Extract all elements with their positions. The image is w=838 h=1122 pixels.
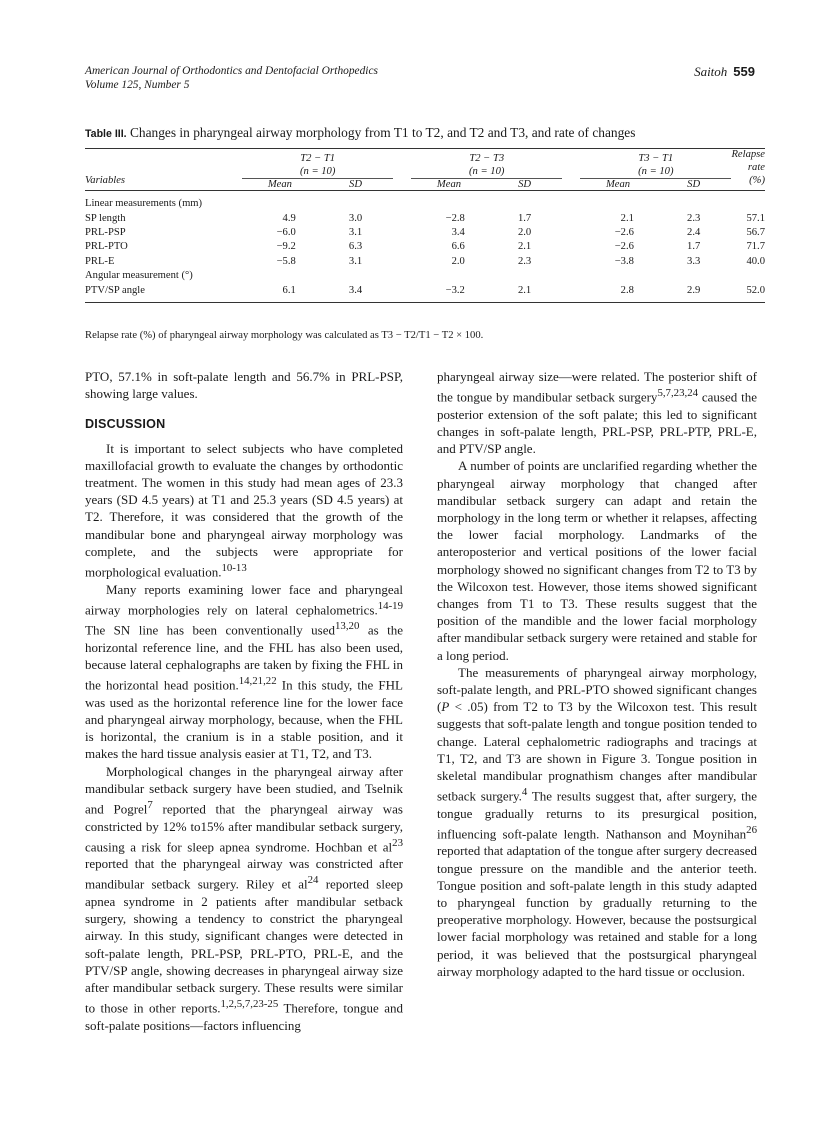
group-3-label: T3 − T1	[638, 153, 674, 164]
text: caused the posterior extension of the soft palate; this led to significant changes in soft-palate length, PRL-PSP, PRL-PTP, PRL-E, and PTV/SP angle.	[437, 389, 757, 457]
mean-header: Mean	[242, 179, 318, 191]
sd-header: SD	[487, 179, 563, 191]
group-1-label: T2 − T1	[300, 153, 336, 164]
group-header-3	[580, 149, 731, 179]
table-cell: −3.2	[445, 284, 465, 296]
table-cell: 3.0	[348, 212, 363, 224]
table-cell: 40.0	[746, 255, 765, 267]
citation: 10-13	[221, 562, 247, 575]
table-cell: 2.0	[451, 255, 465, 267]
table-cell: −2.8	[445, 212, 465, 224]
section-heading: DISCUSSION	[85, 417, 166, 432]
table-cell: 2.3	[687, 212, 701, 224]
text: Many reports examining lower face and pharyngeal airway morphologies rely on lateral cephalometrics.	[85, 581, 403, 618]
table-cell: −9.2	[276, 241, 296, 253]
variables-header: Variables	[85, 174, 126, 186]
text: Therefore, tongue and soft-palate positions—factors influencing	[85, 1000, 404, 1033]
table-cell: −6.0	[276, 227, 296, 238]
table-caption	[85, 125, 765, 141]
table-cell: −5.8	[276, 255, 296, 267]
text: The SN line has been conventionally used	[85, 622, 335, 638]
citation: 14,21,22	[238, 675, 277, 688]
table-cell: 1.7	[687, 241, 701, 253]
table-cell: 2.4	[687, 227, 701, 238]
table-cell: 3.4	[348, 284, 363, 296]
citation: 4	[521, 786, 528, 799]
table-cell: 6.6	[451, 241, 465, 253]
table-row	[85, 240, 765, 254]
text: reported sleep apnea syndrome in 2 patients after mandibular setback surgery, showing a tendency to constrict the pharyngeal airway. In this study, significant changes were detected in soft-palate length, PRL-PSP, PRL-PTO, PRL-E, and the PTV/SP angle, showing decreases in pharyngeal airway size after mandibular setback surgery. These results were similar to those in other reports.	[85, 876, 403, 1016]
citation: 24	[307, 874, 319, 887]
text: reported that the pharyngeal airway was constricted after mandibular setback surgery. Riley et al	[85, 856, 403, 892]
page-number: 559	[733, 64, 755, 79]
sd-header: SD	[318, 179, 394, 191]
group-header-1	[242, 149, 393, 179]
right-column	[437, 368, 757, 980]
group-2-n: (n = 10)	[469, 165, 505, 177]
group-3-n: (n = 10)	[638, 165, 674, 177]
running-author: Saitoh	[694, 64, 728, 79]
table-row	[85, 212, 765, 226]
table-cell: −3.8	[614, 255, 634, 267]
table-cell: 2.1	[620, 212, 634, 224]
table-cell: 2.9	[687, 284, 701, 296]
author-page	[694, 64, 755, 80]
mean-header: Mean	[580, 179, 656, 191]
table-cell: 6.3	[348, 241, 363, 253]
table-cell: 2.0	[517, 227, 532, 238]
journal-volume: Volume 125, Number 5	[85, 79, 190, 91]
paragraph	[85, 581, 403, 763]
citation: 13,20	[335, 620, 360, 633]
text: Morphological changes in the pharyngeal airway after mandibular setback surgery have been studied, and Tselnik and Pogrel	[85, 763, 403, 817]
table-cell: 6.1	[282, 284, 296, 296]
table-cell: 2.8	[620, 284, 634, 296]
variable-name: PRL-E	[85, 255, 115, 267]
running-head	[85, 64, 755, 92]
table-cell: −2.6	[614, 241, 634, 253]
relapse-header-1: Relapse	[731, 149, 765, 161]
table-cell: 56.7	[746, 227, 765, 238]
paragraph	[437, 664, 757, 980]
table-cell: 3.1	[348, 255, 363, 267]
text: pharyngeal airway size—were related. The posterior shift of the tongue by mandibular setback surgery	[437, 369, 757, 405]
text: The measurements of pharyngeal airway morphology, soft-palate length, and PRL-PTO showed significant changes (	[437, 664, 757, 715]
variable-name: PRL-PSP	[85, 227, 126, 238]
citation: 7	[147, 798, 153, 811]
citation: 14-19	[377, 599, 403, 612]
table-cell: 2.1	[517, 284, 532, 296]
data-table	[85, 149, 765, 303]
text: It is important to select subjects who have completed maxillofacial growth to evaluate the changes by orthodontic treatment. The women in this study had mean ages of 23.3 years (SD 4.5 years) at T1 and 25.3 years (SD 4.5 years) at T2. Therefore, it was considered that the growth of the mandibular bone and pharyngeal airway morphology was complete, and the subjects were appropriate for morphological evaluation.	[85, 440, 403, 580]
text: reported that adaptation of the tongue after surgery decreased tongue pressure on the mandible and the anterior teeth. Tongue position and soft-palate length in this study adapted to pharyngeal function by gradually returning to the preoperative morphology. However, because the postsurgical lower facial morphology was retained and stable for a long period, it was believed that the postsurgical pharyngeal airway morphology adapted to the hard tissue or occlusion.	[437, 843, 757, 979]
paragraph	[85, 440, 403, 581]
text: In this study, the FHL was used as the horizontal reference line for the lower face and pharyngeal airway morphology, because, when the FHL is horizontal, the cranium is in a stable position, and it makes the hard tissue analysis easier at T1, T2, and T3.	[85, 677, 403, 762]
citation: 1,2,5,7,23-25	[220, 998, 279, 1011]
table-cell: 1.7	[517, 212, 532, 224]
citation: 26	[746, 823, 757, 836]
mean-header: Mean	[411, 179, 487, 191]
table-cell: 3.3	[687, 255, 701, 267]
group-1-n: (n = 10)	[299, 165, 336, 177]
table-row	[85, 284, 765, 298]
table-label: Table III.	[85, 128, 127, 140]
table-cell: 4.9	[282, 212, 296, 224]
table-row	[85, 255, 765, 269]
section-title: Linear measurements (mm)	[85, 198, 203, 210]
group-2-label: T2 − T3	[469, 153, 505, 164]
left-column	[85, 368, 403, 1034]
relapse-header-2: rate	[747, 162, 765, 173]
table-cell: 3.1	[348, 227, 363, 238]
section-title: Angular measurement (°)	[85, 270, 193, 282]
paragraph: A number of points are unclarified regarding whether the pharyngeal airway morphology that changed after mandibular setback surgery can adapt and retain the morphology in the long term or whether it relapses, affecting the lower facial morphology. Landmarks of the anteroposterior and vertical positions of the lower facial morphology showed no significant changes from T2 to T3 by the Wilcoxon test. However, those items showed significant changes from T1 to T3. These results suggest that the position of the mandible and the lower facial morphology after mandibular setback surgery were retained and stable for a long period.	[437, 458, 757, 663]
paragraph	[437, 368, 757, 457]
journal-title: American Journal of Orthodontics and Dentofacial Orthopedics	[85, 65, 378, 77]
table-section-row	[85, 197, 765, 211]
text: reported that the pharyngeal airway was constricted by 12% to15% after mandibular setback surgery, causing a risk for sleep apnea syndrome. Hochban et al	[85, 801, 403, 855]
table-iii	[85, 148, 765, 303]
table-cell: 2.3	[517, 255, 532, 267]
variable-name: SP length	[85, 212, 126, 224]
table-cell: 52.0	[746, 284, 765, 296]
paragraph	[85, 763, 403, 1034]
sd-header: SD	[656, 179, 732, 191]
text: The results suggest that, after surgery, the tongue gradually returns to its presurgical position, influencing soft-palate length. Nathanson and Moynihan	[437, 788, 758, 842]
variable-name: PTV/SP angle	[85, 284, 145, 296]
variable-name: PRL-PTO	[85, 241, 128, 253]
table-cell: 3.4	[451, 227, 465, 238]
table-footnote: Relapse rate (%) of pharyngeal airway morphology was calculated as T3 − T2/T1 − T2 × 100.	[85, 330, 484, 341]
table-section-row	[85, 269, 765, 283]
relapse-header-3: (%)	[749, 174, 765, 186]
paragraph: PTO, 57.1% in soft-palate length and 56.7% in PRL-PSP, showing large values.	[85, 369, 403, 402]
table-row	[85, 226, 765, 240]
relapse-header	[731, 149, 765, 191]
table-cell: −2.6	[614, 227, 634, 238]
text: < .05) from T2 to T3 by the Wilcoxon test. This result suggests that soft-palate length and tongue position tended to change. Lateral cephalometric radiographs and tracings at T1, T2, and T3 are shown in Figure 3. Tongue position in skeletal mandibular prognathism changes after mandibular setback surgery.	[437, 699, 757, 804]
p-symbol: P	[441, 699, 450, 715]
table-cell: 2.1	[517, 241, 532, 253]
citation: 5,7,23,24	[657, 387, 699, 400]
citation: 23	[392, 836, 403, 849]
table-caption-text: Changes in pharyngeal airway morphology from T1 to T2, and T2 and T3, and rate of changes	[129, 125, 636, 140]
text: as the horizontal reference line, and the FHL has also been used, because lateral cephalographs are taken by fixing the FHL in the horizontal head position.	[85, 622, 403, 693]
table-cell: 57.1	[746, 212, 765, 224]
group-header-2	[411, 149, 562, 179]
table-cell: 71.7	[746, 241, 765, 253]
